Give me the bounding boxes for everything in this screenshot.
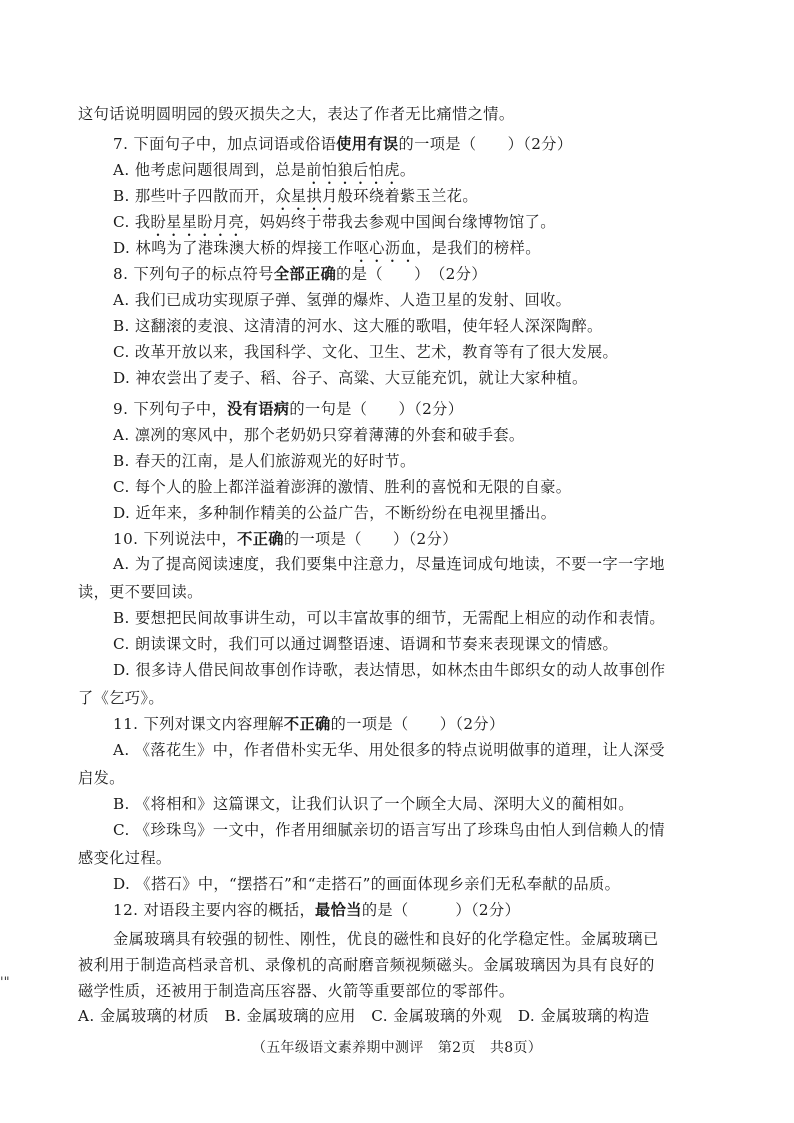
question-10-option-a-line1 (113, 554, 728, 574)
question-9-stem (113, 399, 728, 419)
text: 9. 下列句子中， (113, 400, 228, 418)
text: 金属玻璃具有较强的韧性、刚性，优良的磁性和良好的化学稳定性。金属玻璃已 (113, 930, 659, 948)
text: B. 春天的江南，是人们旅游观光的好时节。 (113, 452, 416, 470)
text: 的是（ ） （2分） (336, 265, 487, 283)
stray-mark: '" (0, 975, 10, 990)
text: 的是（ ）（2分） (361, 901, 521, 919)
question-7-option-b (113, 186, 728, 214)
emphasis: 最恰当 (315, 901, 362, 919)
text: 的一项是（ ）（2分） (398, 135, 573, 153)
question-7-option-a (113, 160, 728, 188)
text: 。 (399, 161, 416, 179)
text: D. 很多诗人借民间故事创作诗歌，表达情思，如林杰由牛郎织女的动人故事创作 (113, 661, 666, 679)
text: 7. 下面句子中，加点词语或俗语 (113, 135, 337, 153)
question-12-passage-line3 (78, 981, 728, 1001)
question-11-option-a-line1 (113, 740, 728, 760)
text: D. 林鸣为了港珠澳大桥的焊接工作 (113, 239, 354, 257)
question-8-option-d (113, 368, 728, 388)
emphasis: 不正确 (283, 715, 331, 733)
text: 12. 对语段主要内容的概括， (113, 901, 316, 919)
emphasis: 不正确 (237, 530, 284, 548)
text: 的一项是（ ）（2分） (283, 530, 458, 548)
text: C. 每个人的脸上都洋溢着澎湃的激情、胜利的喜悦和无限的自豪。 (113, 478, 572, 496)
question-9-option-a (113, 425, 728, 445)
question-7-stem (113, 134, 728, 154)
text: A. 《落花生》中，作者借朴实无华、用处很多的特点说明做事的道理，让人深受 (113, 741, 665, 759)
question-8-stem (113, 264, 728, 284)
text: ，妈妈终于带我去参观中国闽台缘博物馆了。 (244, 213, 556, 231)
question-9-option-d (113, 503, 728, 523)
question-10-option-a-line2 (78, 582, 728, 602)
dotted-phrase: 盼星星盼月亮 (150, 213, 245, 231)
text: 8. 下列句子的标点符号 (113, 265, 274, 283)
text: 10. 下列说法中， (113, 530, 238, 548)
question-7-option-d (113, 238, 728, 266)
text: B. 那些叶子四散而开， (113, 187, 276, 205)
text: 了《乞巧》。 (78, 689, 164, 707)
emphasis: 全部正确 (273, 265, 337, 283)
question-9-option-b (113, 451, 728, 471)
carry-over-line (78, 104, 728, 124)
question-8-option-a (113, 290, 728, 310)
text: C. 《珍珠鸟》一文中，作者用细腻亲切的语言写出了珍珠鸟由怕人到信赖人的情 (113, 821, 665, 839)
text: D. 《搭石》中，“摆搭石”和“走搭石”的画面体现乡亲们无私奉献的品质。 (113, 875, 621, 893)
question-11-option-b (113, 794, 728, 814)
text: D. 近年来，多种制作精美的公益广告，不断纷纷在电视里播出。 (113, 504, 557, 522)
question-11-option-d (113, 874, 728, 894)
text: C. 改革开放以来，我国科学、文化、卫生、艺术，教育等有了很大发展。 (113, 343, 619, 361)
question-12-stem (113, 900, 728, 920)
dotted-phrase: 呕心沥血 (353, 239, 417, 257)
question-10-option-b (113, 608, 728, 628)
emphasis: 使用有误 (336, 135, 399, 153)
question-10-stem (113, 529, 728, 549)
text: ，是我们的榜样。 (416, 239, 541, 257)
dotted-phrase: 众星拱月 (275, 187, 338, 205)
question-9-option-c (113, 477, 728, 497)
text: 般环绕着紫玉兰花。 (337, 187, 478, 205)
text: D. 神农尝出了麦子、稻、谷子、高粱、大豆能充饥，就让大家种植。 (113, 369, 588, 387)
question-11-option-c-line2 (78, 848, 728, 868)
text: A. 金属玻璃的材质 B. 金属玻璃的应用 C. 金属玻璃的外观 D. 金属玻璃的构造 (78, 1007, 650, 1025)
text: C. 我 (113, 213, 151, 231)
question-12-passage-line2 (78, 955, 728, 975)
text: B. 这翻滚的麦浪、这清清的河水、这大雁的歌唱，使年轻人深深陶醉。 (113, 317, 603, 335)
text: 这句话说明圆明园的毁灭损失之大，表达了作者无比痛惜之情。 (78, 105, 515, 123)
text: C. 朗读课文时，我们可以通过调整语速、语调和节奏来表现课文的情感。 (113, 635, 619, 653)
text: B. 要想把民间故事讲生动，可以丰富故事的细节，无需配上相应的动作和表情。 (113, 609, 665, 627)
question-7-option-c (113, 212, 728, 240)
question-8-option-c (113, 342, 728, 362)
text: 被利用于制造高档录音机、录像机的高耐磨音频视频磁头。金属玻璃因为具有良好的 (78, 956, 655, 974)
dotted-phrase: 前怕狼后怕虎 (306, 161, 400, 179)
text: 启发。 (78, 769, 125, 787)
question-12-options (78, 1006, 728, 1026)
question-8-option-b (113, 316, 728, 336)
text: A. 为了提高阅读速度，我们要集中注意力，尽量连词成句地读，不要一字一字地 (113, 555, 665, 573)
emphasis: 没有语病 (227, 400, 290, 418)
text: 的一项是（ ）（2分） (330, 715, 505, 733)
question-10-option-d-line2 (78, 688, 728, 708)
page-footer: （五年级语文素养期中测评 第2页 共8页） (251, 1040, 543, 1056)
text: 感变化过程。 (78, 849, 172, 867)
question-10-option-d-line1 (113, 660, 728, 680)
text: 11. 下列对课文内容理解 (113, 715, 284, 733)
text: A. 他考虑问题很周到，总是 (113, 161, 307, 179)
text: 读，更不要回读。 (78, 583, 203, 601)
question-11-option-a-line2 (78, 768, 728, 788)
question-11-option-c-line1 (113, 820, 728, 840)
question-11-stem (113, 714, 728, 734)
text: B. 《将相和》这篇课文，让我们认识了一个顾全大局、深明大义的蔺相如。 (113, 795, 634, 813)
question-12-passage-line1 (113, 929, 728, 949)
text: A. 我们已成功实现原子弹、氢弹的爆炸、人造卫星的发射、回收。 (113, 291, 572, 309)
text: 的一句是（ ）（2分） (289, 400, 464, 418)
question-10-option-c (113, 634, 728, 654)
text: 磁学性质，还被用于制造高压容器、火箭等重要部位的零部件。 (78, 982, 515, 1000)
text: A. 凛冽的寒风中，那个老奶奶只穿着薄薄的外套和破手套。 (113, 426, 525, 444)
